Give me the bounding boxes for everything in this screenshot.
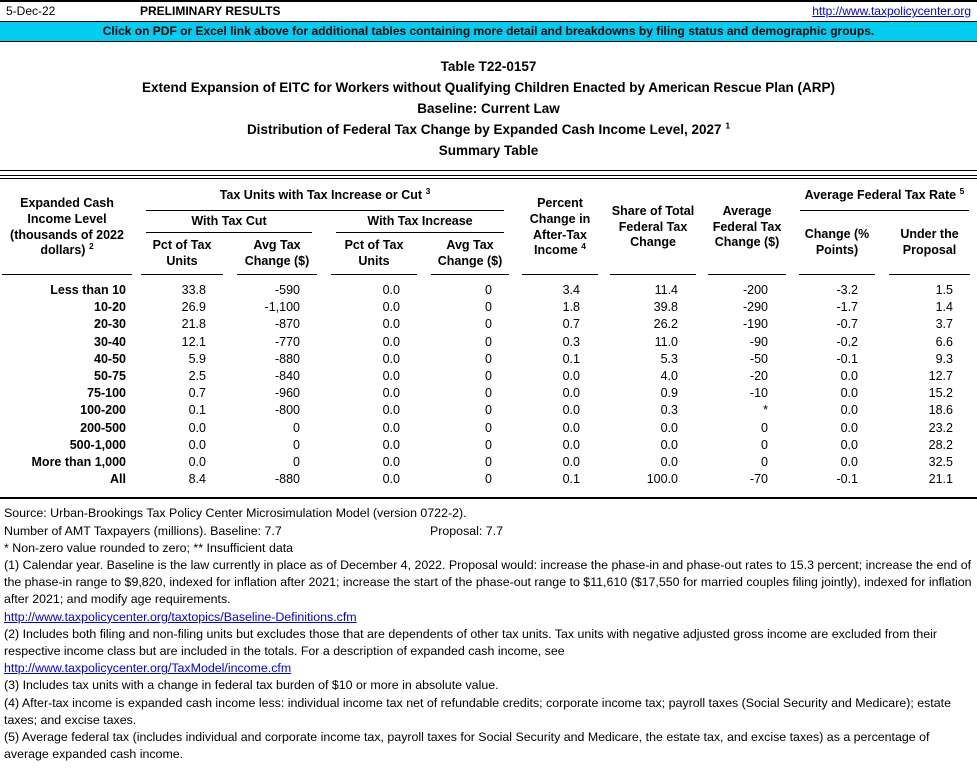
- table-cell: 0.0: [382, 437, 400, 452]
- column-group-tax-units-increase-or-cut: [146, 181, 504, 211]
- footnote-ref-5: 5: [959, 185, 965, 196]
- table-cell: -3.2: [836, 283, 858, 297]
- table-cell: 0.0: [562, 420, 580, 435]
- table-cell: 0.7: [562, 317, 580, 332]
- footnote-1: (1) Calendar year. Baseline is the law currently in place as of December 4, 2022. Proposal would: increase the phase-in and phase-out rates to 15.3 percent; increase the end of the phase-in range to $9,820, indexed for inflation after 2021; increase the start of the phase-out range to $11,610 ($17,550 for married couples filing jointly), indexed for inflation after 2021; and modify age requirements.: [4, 558, 972, 607]
- table-cell: 39.8: [653, 300, 678, 315]
- table-cell: 0: [485, 386, 492, 401]
- table-cell: 0: [485, 455, 492, 470]
- table-cell: 2.5: [188, 369, 206, 384]
- table-number: Table T22-0157: [440, 59, 537, 74]
- table-cell: 0: [485, 283, 492, 297]
- table-cell: 1.5: [935, 283, 953, 297]
- table-cell: 3.4: [562, 283, 580, 297]
- table-cell: 0.0: [382, 455, 400, 470]
- table-cell: 33.8: [181, 283, 206, 297]
- table-cell: 28.2: [928, 437, 953, 452]
- top-bar: [0, 2, 977, 21]
- table-cell: 0.9: [660, 386, 678, 401]
- table-cell: 0.0: [188, 437, 206, 452]
- table-body: [0, 275, 977, 497]
- table-cell: 0.0: [382, 386, 400, 401]
- table-top-rule: [0, 170, 977, 171]
- table-cell: -800: [274, 403, 300, 418]
- row-label: 75-100: [87, 386, 126, 401]
- row-label: 100-200: [80, 403, 126, 418]
- table-cell: 0: [485, 420, 492, 435]
- table-cell: 0.0: [840, 455, 858, 470]
- table-cell: 0: [761, 437, 768, 452]
- footnote-ref-4: 4: [581, 240, 586, 251]
- row-label: Less than 10: [50, 283, 126, 297]
- column-header-income-level: [2, 181, 132, 275]
- table-cell: 0: [761, 420, 768, 435]
- table-cell: 0: [485, 369, 492, 384]
- table-cell: 100.0: [646, 472, 678, 487]
- row-label: 10-20: [94, 300, 126, 315]
- table-cell: 0.0: [660, 420, 678, 435]
- table-cell: -880: [274, 472, 300, 487]
- table-cell: 0.0: [188, 455, 206, 470]
- footnote-ref-3: 3: [425, 185, 431, 196]
- table-cell: 0.3: [660, 403, 678, 418]
- table-cell: 0.0: [382, 420, 400, 435]
- table-cell: 0.0: [382, 317, 400, 332]
- income-definition-link[interactable]: http://www.taxpolicycenter.org/TaxModel/income.cfm: [4, 661, 292, 676]
- amt-baseline-text: Number of AMT Taxpayers (millions). Baseline: 7.7: [4, 523, 282, 538]
- table-cell: 23.2: [928, 420, 953, 435]
- table-cell: 0.1: [562, 351, 580, 366]
- baseline-definitions-link[interactable]: http://www.taxpolicycenter.org/taxtopics/Baseline-Definitions.cfm: [4, 609, 357, 624]
- source-note: Source: Urban-Brookings Tax Policy Center Microsimulation Model (version 0722-2).: [4, 506, 467, 521]
- amt-taxpayers-note: [4, 523, 973, 540]
- table-cell: -870: [274, 317, 300, 332]
- table-cell: 0.0: [382, 283, 400, 297]
- column-group-average-federal-tax-rate: [800, 181, 969, 211]
- column-header-average-federal-tax-change: Average Federal Tax Change ($): [708, 181, 786, 275]
- table-cell: 5.3: [660, 351, 678, 366]
- table-cell: 0.0: [840, 386, 858, 401]
- table-cell: -960: [274, 386, 300, 401]
- row-label: 50-75: [94, 369, 126, 384]
- amt-proposal-text: Proposal: 7.7: [430, 523, 504, 538]
- row-label: 40-50: [94, 351, 126, 366]
- taxpolicycenter-link[interactable]: http://www.taxpolicycenter.org: [812, 4, 971, 18]
- table-cell: 18.6: [928, 403, 953, 418]
- table-cell: 0.7: [188, 386, 206, 401]
- column-header-change-pct-points: Change (% Points): [799, 211, 875, 275]
- table-cell: 0: [485, 472, 492, 487]
- table-cell: 0: [293, 437, 300, 452]
- column-header-percent-change-after-tax-income: [522, 181, 598, 275]
- table-cell: -0.7: [836, 317, 858, 332]
- table-cell: 0.0: [382, 369, 400, 384]
- table-cell: -1,100: [264, 300, 300, 315]
- table-cell: 0: [485, 351, 492, 366]
- table-cell: 9.3: [935, 351, 953, 366]
- table-cell: 0.0: [562, 403, 580, 418]
- table-cell: 0.0: [562, 455, 580, 470]
- table-cell: 0.0: [562, 369, 580, 384]
- table-cell: 0.0: [840, 403, 858, 418]
- footnote-ref-2: 2: [88, 240, 94, 251]
- column-group-with-tax-increase: With Tax Increase: [336, 211, 504, 233]
- table-cell: 1.8: [562, 300, 580, 315]
- footnote-ref-1: 1: [725, 120, 731, 131]
- table-cell: 12.7: [928, 369, 953, 384]
- table-title-baseline: Baseline: Current Law: [417, 101, 560, 116]
- table-cell: -590: [274, 283, 300, 297]
- footnote-3: (3) Includes tax units with a change in federal tax burden of $10 or more in absolute value.: [4, 678, 499, 693]
- table-cell: 21.8: [181, 317, 206, 332]
- table-cell: 0.0: [188, 420, 206, 435]
- table-top-double-rule: [0, 175, 977, 179]
- table-cell: *: [763, 403, 768, 418]
- table-cell: 0: [761, 455, 768, 470]
- title-block: [0, 42, 977, 161]
- table-cell: 8.4: [188, 472, 206, 487]
- table-cell: 26.9: [181, 300, 206, 315]
- table-cell: -840: [274, 369, 300, 384]
- table-cell: 21.1: [928, 472, 953, 487]
- table-cell: 0.0: [840, 437, 858, 452]
- table-cell: 11.0: [654, 334, 678, 349]
- table-cell: 0.0: [562, 386, 580, 401]
- tax-units-group-text: Tax Units with Tax Increase or Cut: [219, 187, 423, 202]
- table-cell: 3.7: [935, 317, 953, 332]
- notes-block: [0, 499, 977, 763]
- table-cell: 0.0: [382, 300, 400, 315]
- table-cell: 0.0: [840, 369, 858, 384]
- row-label: 200-500: [80, 420, 126, 435]
- table-cell: 0.0: [382, 403, 400, 418]
- table-cell: 0.0: [382, 334, 400, 349]
- column-group-with-tax-cut: With Tax Cut: [146, 211, 312, 233]
- table-cell: -200: [742, 283, 768, 297]
- after-tax-income-text: Percent Change in After-Tax Income: [529, 196, 591, 258]
- preliminary-results-label: PRELIMINARY RESULTS: [140, 4, 281, 18]
- table-cell: -1.7: [836, 300, 858, 315]
- table-cell: 0: [293, 455, 300, 470]
- table-cell: 0: [485, 300, 492, 315]
- table-cell: -290: [742, 300, 768, 315]
- table-cell: 15.2: [928, 386, 953, 401]
- table-cell: -190: [742, 317, 768, 332]
- column-header-avg-tax-change-cut: Avg Tax Change ($): [237, 233, 317, 275]
- avg-federal-tax-rate-text: Average Federal Tax Rate: [804, 187, 957, 202]
- table-cell: 0: [485, 334, 492, 349]
- table-cell: 0.3: [562, 334, 580, 349]
- table-cell: 26.2: [653, 317, 678, 332]
- table-cell: -50: [749, 351, 768, 366]
- table-cell: 0: [293, 420, 300, 435]
- table-cell: 0: [485, 317, 492, 332]
- table-cell: -10: [749, 386, 768, 401]
- column-header-under-the-proposal: Under the Proposal: [889, 211, 970, 275]
- table-cell: 0.0: [660, 437, 678, 452]
- row-label: 30-40: [94, 334, 126, 349]
- column-header-pct-of-tax-units-increase: Pct of Tax Units: [331, 233, 417, 275]
- table-cell: 0.0: [382, 472, 400, 487]
- row-label: More than 1,000: [31, 455, 126, 470]
- table-cell: 0.0: [382, 351, 400, 366]
- table-cell: 0.0: [660, 455, 678, 470]
- table-cell: -20: [749, 369, 768, 384]
- table-cell: 4.0: [660, 369, 678, 384]
- table-cell: -880: [274, 351, 300, 366]
- column-header-avg-tax-change-increase: Avg Tax Change ($): [431, 233, 509, 275]
- table-cell: 32.5: [928, 455, 953, 470]
- table-cell: -70: [749, 472, 768, 487]
- table-cell: -770: [274, 334, 300, 349]
- row-label: 500-1,000: [69, 437, 126, 452]
- table-cell: 1.4: [935, 300, 953, 315]
- column-header-share-of-total-federal-tax-change: Share of Total Federal Tax Change: [610, 181, 696, 275]
- footnote-4: (4) After-tax income is expanded cash income less: individual income tax net of refundable credits; corporate income tax; payroll taxes (Social Security and Medicare); estate taxes; and excise taxes.: [4, 695, 951, 727]
- table-cell: 0.1: [188, 403, 206, 418]
- date-label: 5-Dec-22: [6, 4, 56, 18]
- distribution-text: Distribution of Federal Tax Change by Expanded Cash Income Level, 2027: [246, 122, 722, 137]
- table-title-proposal: Extend Expansion of EITC for Workers without Qualifying Children Enacted by American Rescue Plan (ARP): [141, 80, 836, 95]
- table-header: [0, 181, 977, 275]
- table-cell: 0: [485, 437, 492, 452]
- table-cell: -0.1: [836, 351, 858, 366]
- table-cell: -0.2: [836, 334, 858, 349]
- table-cell: 11.4: [654, 283, 678, 297]
- table-cell: -90: [749, 334, 768, 349]
- footnote-5: (5) Average federal tax (includes individual and corporate income tax, payroll taxes for Social Security and Medicare, the estate tax, and excise taxes) as a percentage of average expanded cash income.: [4, 730, 930, 762]
- column-header-pct-of-tax-units-cut: Pct of Tax Units: [141, 233, 223, 275]
- info-banner: Click on PDF or Excel link above for additional tables containing more detail and breakdowns by filing status and demographic groups.: [0, 21, 977, 42]
- symbols-legend: * Non-zero value rounded to zero; ** Insufficient data: [4, 540, 294, 555]
- footnote-2: (2) Includes both filing and non-filing units but excludes those that are dependents of other tax units. Tax units with negative adjusted gross income are excluded from their respective income class but are included in the totals. For a description of expanded cash income, see: [4, 626, 938, 659]
- table-title-distribution: [0, 119, 977, 140]
- row-label: 20-30: [94, 317, 126, 332]
- table-cell: 0.1: [562, 472, 580, 487]
- table-title-summary: Summary Table: [438, 143, 539, 158]
- table-cell: 12.1: [181, 334, 206, 349]
- table-cell: 5.9: [188, 351, 206, 366]
- table-cell: 0.0: [562, 437, 580, 452]
- table-cell: 0: [485, 403, 492, 418]
- row-label: All: [110, 472, 126, 487]
- table-cell: -0.1: [836, 472, 858, 487]
- table-cell: 6.6: [935, 334, 953, 349]
- income-level-text: Expanded Cash Income Level (thousands of 2022 dollars): [10, 196, 124, 258]
- table-cell: 0.0: [840, 420, 858, 435]
